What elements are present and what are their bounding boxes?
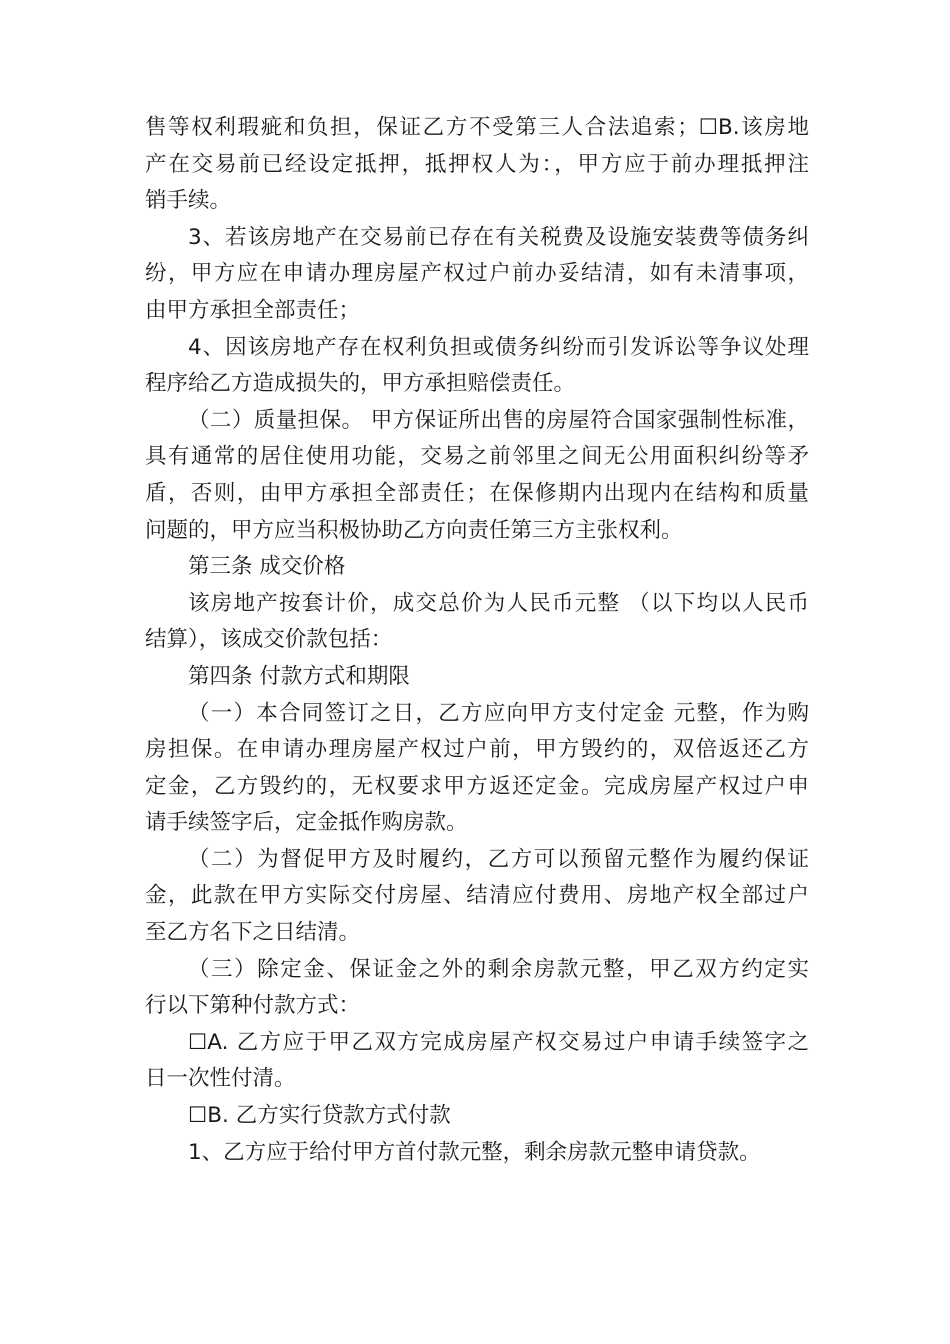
text-line: 由甲方承担全部责任； — [145, 297, 361, 323]
text-line: 问题的，甲方应当积极协助乙方向责任第三方主张权利。 — [145, 517, 683, 543]
text-line: 纷，甲方应在申请办理房屋产权过户前办妥结清，如有未清事项， — [145, 261, 809, 287]
text-line: （二）质量担保。 甲方保证所出售的房屋符合国家强制性标准， — [188, 407, 809, 433]
text-line: 4、因该房地产存在权利负担或债务纠纷而引发诉讼等争议处理 — [188, 334, 809, 360]
section-heading: 第三条 成交价格 — [188, 554, 346, 580]
text-line: （一）本合同签订之日，乙方应向甲方支付定金 元整，作为购 — [188, 700, 809, 726]
text-line: 行以下第种付款方式： — [145, 993, 361, 1019]
text-line: 程序给乙方造成损失的，甲方承担赔偿责任。 — [145, 371, 576, 397]
text-line: 结算），该成交价款包括： — [145, 627, 393, 653]
text-line: 该房地产按套计价，成交总价为人民币元整 （以下均以人民币 — [188, 590, 809, 616]
document-page — [145, 110, 809, 1171]
text-line: （三）除定金、保证金之外的剩余房款元整，甲乙双方约定实 — [188, 956, 809, 982]
text-line: 至乙方名下之日结清。 — [145, 920, 361, 946]
text-line: 请手续签字后，定金抵作购房款。 — [145, 810, 468, 836]
text-line: 金，此款在甲方实际交付房屋、结清应付费用、房地产权全部过户 — [145, 883, 809, 909]
text-line: ☐B. 乙方实行贷款方式付款 — [188, 1103, 451, 1129]
text-line: 盾，否则，由甲方承担全部责任；在保修期内出现内在结构和质量 — [145, 480, 809, 506]
text-line: ☐A. 乙方应于甲乙双方完成房屋产权交易过户申请手续签字之 — [188, 1029, 809, 1055]
text-line: 销手续。 — [145, 188, 232, 214]
text-line: 3、若该房地产在交易前已存在有关税费及设施安装费等债务纠 — [188, 224, 809, 250]
text-line: 定金，乙方毁约的，无权要求甲方返还定金。完成房屋产权过户申 — [145, 773, 809, 799]
document-body — [145, 110, 809, 1171]
text-line: 产在交易前已经设定抵押，抵押权人为：，甲方应于前办理抵押注 — [145, 151, 809, 177]
text-line: 日一次性付清。 — [145, 1066, 296, 1092]
section-heading: 第四条 付款方式和期限 — [188, 663, 410, 689]
text-line: 售等权利瑕疵和负担，保证乙方不受第三人合法追索；☐B.该房地 — [145, 115, 809, 140]
text-line: （二）为督促甲方及时履约，乙方可以预留元整作为履约保证 — [188, 846, 809, 872]
text-line: 房担保。在申请办理房屋产权过户前，甲方毁约的，双倍返还乙方 — [145, 737, 809, 763]
text-line: 具有通常的居住使用功能，交易之前邻里之间无公用面积纠纷等矛 — [145, 444, 809, 470]
text-line: 1、乙方应于给付甲方首付款元整，剩余房款元整申请贷款。 — [188, 1139, 761, 1165]
